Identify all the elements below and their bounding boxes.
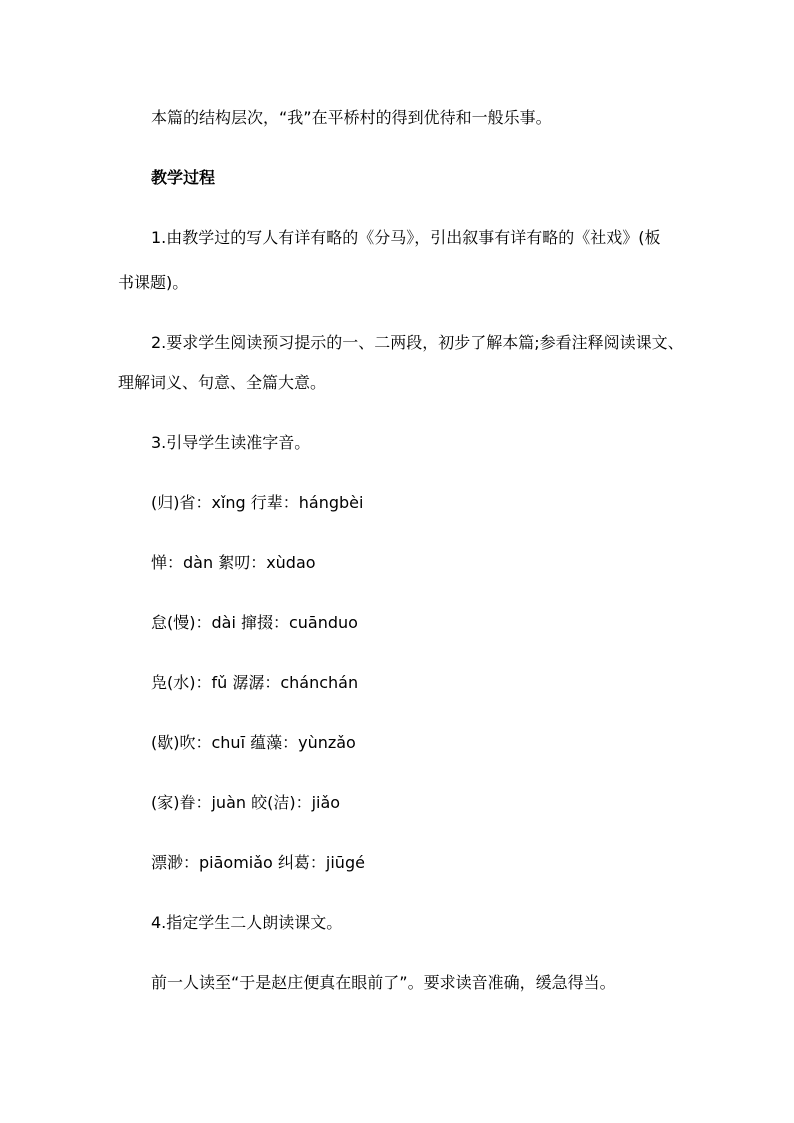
step-1-line-1: 1.由教学过的写人有详有略的《分马》，引出叙事有详有略的《社戏》(板 <box>151 228 661 247</box>
pronunciation-line-6: (家)眷：juàn 皎(洁)：jiǎo <box>151 793 341 812</box>
pronunciation-line-7: 漂渺：piāomiǎo 纠葛：jiūgé <box>151 853 365 872</box>
pronunciation-line-3: 怠(慢)：dài 撺掇：cuānduo <box>151 613 358 632</box>
step-4-line: 4.指定学生二人朗读课文。 <box>151 913 343 932</box>
pronunciation-line-4: 凫(水)：fǔ 潺潺：chánchán <box>151 673 359 692</box>
step-2-line-2: 理解词义、句意、全篇大意。 <box>118 373 327 392</box>
step-3-line: 3.引导学生读准字音。 <box>151 433 311 452</box>
step-1-line-2: 书课题)。 <box>118 273 189 292</box>
structure-line: 本篇的结构层次，“我”在平桥村的得到优待和一般乐事。 <box>151 108 552 127</box>
section-heading: 教学过程 <box>151 168 216 187</box>
pronunciation-line-2: 惮：dàn 絮叨：xùdao <box>151 553 316 572</box>
reading-instruction-line: 前一人读至“于是赵庄便真在眼前了”。要求读音准确，缓急得当。 <box>151 973 616 992</box>
pronunciation-line-1: (归)省：xǐng 行辈：hángbèi <box>151 493 364 512</box>
pronunciation-line-5: (歇)吹：chuī 蕴藻：yùnzǎo <box>151 733 356 752</box>
step-2-line-1: 2.要求学生阅读预习提示的一、二两段，初步了解本篇;参看注释阅读课文、 <box>151 333 684 352</box>
